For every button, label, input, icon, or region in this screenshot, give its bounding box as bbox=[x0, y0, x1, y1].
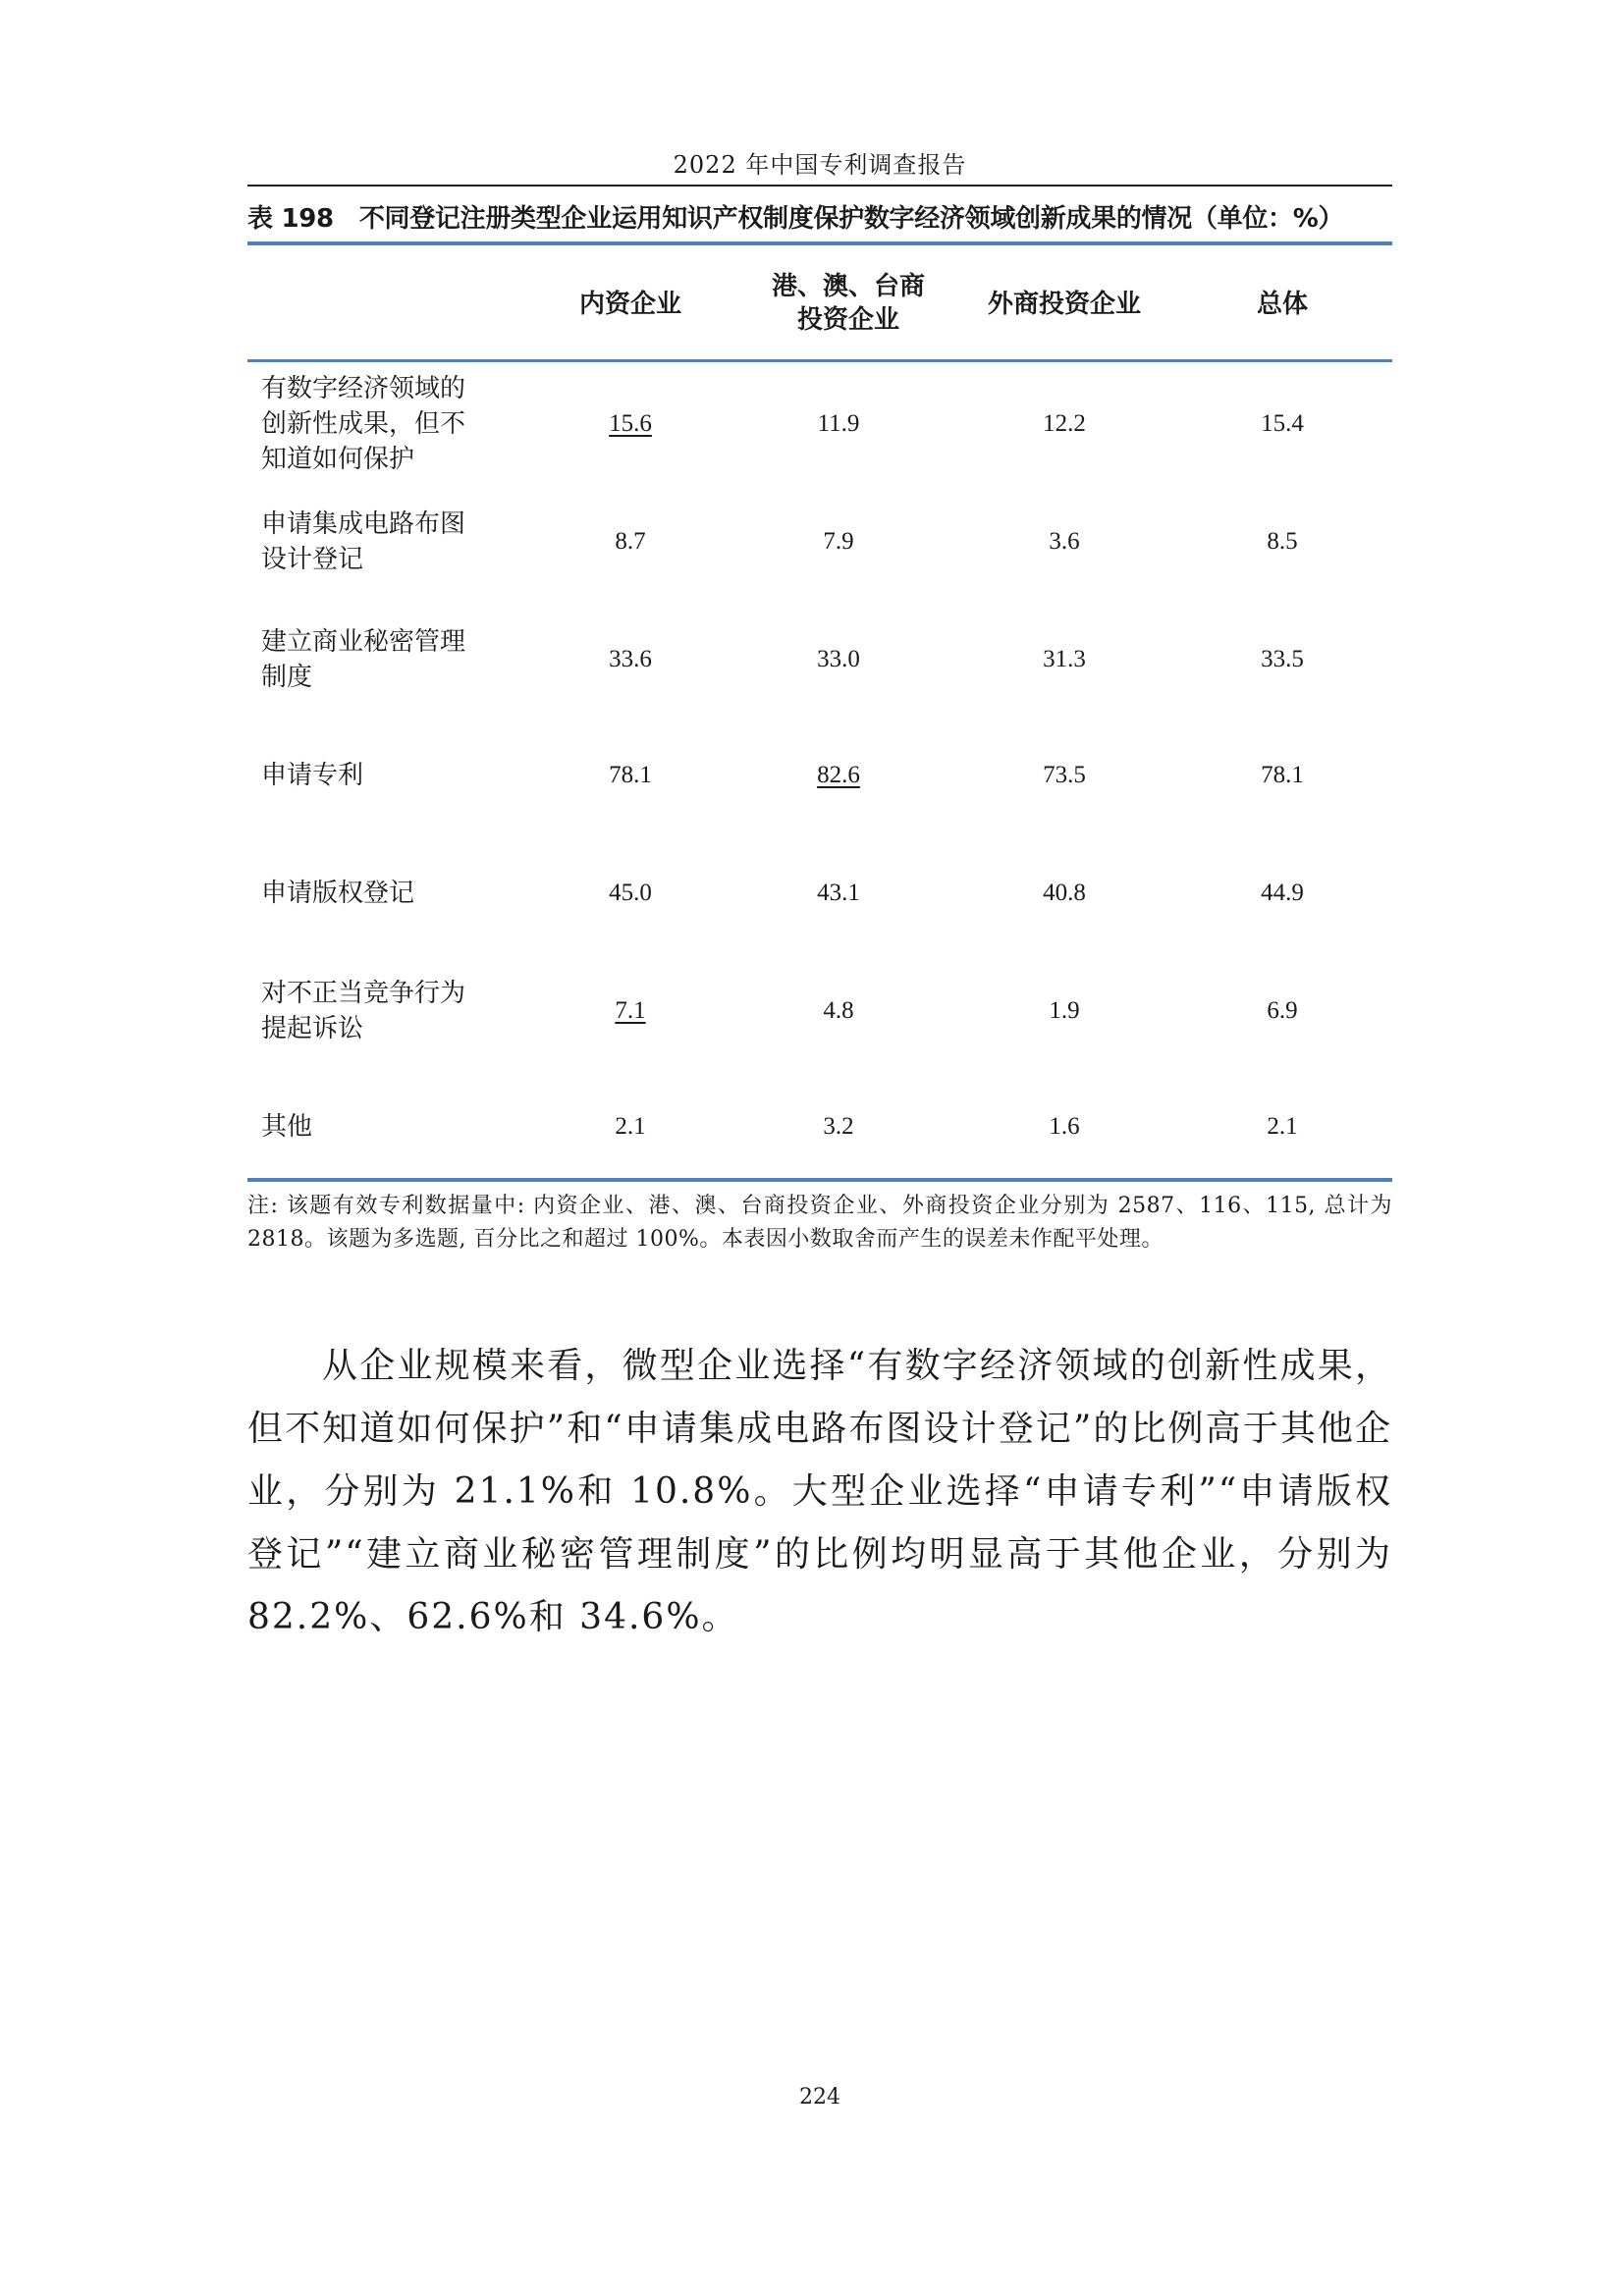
table-number: 表 198 bbox=[247, 204, 334, 234]
cell-domestic: 2.1 bbox=[615, 1113, 646, 1140]
column-header-domestic bbox=[552, 288, 709, 321]
cell-domestic: 8.7 bbox=[615, 528, 646, 555]
cell-overall: 2.1 bbox=[1267, 1113, 1298, 1140]
column-header-line: 投资企业 bbox=[796, 305, 899, 335]
cell-hk-macao-taiwan: 43.1 bbox=[817, 880, 860, 906]
column-header-overall bbox=[1204, 288, 1361, 321]
cell-overall: 8.5 bbox=[1267, 528, 1298, 555]
row-label-line: 设计登记 bbox=[261, 545, 364, 574]
row-label-line: 建立商业秘密管理 bbox=[261, 627, 466, 657]
cell-hk-macao-taiwan: 33.0 bbox=[817, 646, 860, 672]
cell-foreign: 31.3 bbox=[1043, 646, 1086, 672]
table-title: 不同登记注册类型企业运用知识产权制度保护数字经济领域创新成果的情况（单位：%） bbox=[358, 204, 1344, 234]
page-number: 224 bbox=[799, 2085, 840, 2109]
row-label bbox=[261, 624, 516, 695]
cell-domestic: 78.1 bbox=[609, 762, 652, 788]
row-label-line: 申请专利 bbox=[261, 761, 364, 790]
table-bottom-rule bbox=[247, 1178, 1392, 1182]
row-label bbox=[261, 758, 516, 793]
row-label-line: 提起诉讼 bbox=[261, 1014, 364, 1043]
column-header-line: 港、澳、台商 bbox=[771, 272, 925, 301]
row-label-line: 申请版权登记 bbox=[261, 879, 415, 908]
cell-hk-macao-taiwan: 82.6 bbox=[817, 762, 860, 788]
table-row bbox=[247, 507, 1392, 577]
table-row bbox=[247, 976, 1392, 1046]
table-caption bbox=[247, 198, 1392, 235]
cell-domestic: 15.6 bbox=[609, 410, 652, 437]
row-label-line: 对不正当竞争行为 bbox=[261, 979, 466, 1008]
table-top-rule bbox=[247, 241, 1392, 245]
cell-foreign: 40.8 bbox=[1043, 880, 1086, 906]
column-header-foreign bbox=[966, 288, 1163, 321]
table-row bbox=[247, 758, 1392, 793]
row-label bbox=[261, 507, 516, 577]
row-label bbox=[261, 876, 516, 911]
table-row bbox=[247, 371, 1392, 477]
row-label-line: 创新性成果，但不 bbox=[261, 409, 466, 439]
cell-overall: 6.9 bbox=[1267, 997, 1298, 1024]
cell-hk-macao-taiwan: 11.9 bbox=[817, 410, 860, 437]
cell-domestic: 33.6 bbox=[609, 646, 652, 672]
table-note: 注: 该题有效专利数据量中: 内资企业、港、澳、台商投资企业、外商投资企业分别为 2587、116、115, 总计为 2818。该题为多选题, 百分比之和超过 100%。本表因小数取舍而产生的误差未作配平处理。 bbox=[247, 1194, 1392, 1252]
row-label-line: 申请集成电路布图 bbox=[261, 509, 466, 539]
table-row bbox=[247, 876, 1392, 911]
cell-overall: 78.1 bbox=[1261, 762, 1304, 788]
header-rule bbox=[247, 185, 1392, 187]
row-label-line: 制度 bbox=[261, 663, 313, 692]
cell-domestic: 7.1 bbox=[615, 997, 646, 1024]
row-label-line: 其他 bbox=[261, 1112, 313, 1142]
cell-foreign: 73.5 bbox=[1043, 762, 1086, 788]
cell-overall: 33.5 bbox=[1261, 646, 1304, 672]
row-label bbox=[261, 371, 516, 477]
row-label bbox=[261, 976, 516, 1046]
column-header-hk-macao-taiwan bbox=[750, 270, 947, 337]
column-header-line: 总体 bbox=[1256, 290, 1308, 319]
cell-hk-macao-taiwan: 3.2 bbox=[823, 1113, 854, 1140]
row-label-line: 知道如何保护 bbox=[261, 445, 415, 474]
row-label bbox=[261, 1109, 516, 1145]
running-header: 2022 年中国专利调查报告 bbox=[673, 151, 967, 179]
row-label-line: 有数字经济领域的 bbox=[261, 374, 466, 403]
cell-overall: 44.9 bbox=[1261, 880, 1304, 906]
table-row bbox=[247, 624, 1392, 695]
table-row bbox=[247, 1109, 1392, 1145]
cell-hk-macao-taiwan: 4.8 bbox=[823, 997, 854, 1024]
cell-foreign: 1.6 bbox=[1049, 1113, 1080, 1140]
cell-foreign: 3.6 bbox=[1049, 528, 1080, 555]
cell-hk-macao-taiwan: 7.9 bbox=[823, 528, 854, 555]
column-header-line: 外商投资企业 bbox=[987, 290, 1141, 319]
cell-foreign: 12.2 bbox=[1043, 410, 1086, 437]
cell-domestic: 45.0 bbox=[609, 880, 652, 906]
column-header-line: 内资企业 bbox=[578, 290, 681, 319]
table-header-rule bbox=[247, 359, 1392, 362]
cell-foreign: 1.9 bbox=[1049, 997, 1080, 1024]
body-paragraph: 从企业规模来看，微型企业选择“有数字经济领域的创新性成果，但不知道如何保护”和“申请集成电路布图设计登记”的比例高于其他企业，分别为 21.1%和 10.8%。大型企业选择“申请专利”“申请版权登记”“建立商业秘密管理制度”的比例均明显高于其他企业，分别为 82.2%、62.6%和 34.6%。 bbox=[247, 1346, 1392, 1637]
cell-overall: 15.4 bbox=[1261, 410, 1304, 437]
